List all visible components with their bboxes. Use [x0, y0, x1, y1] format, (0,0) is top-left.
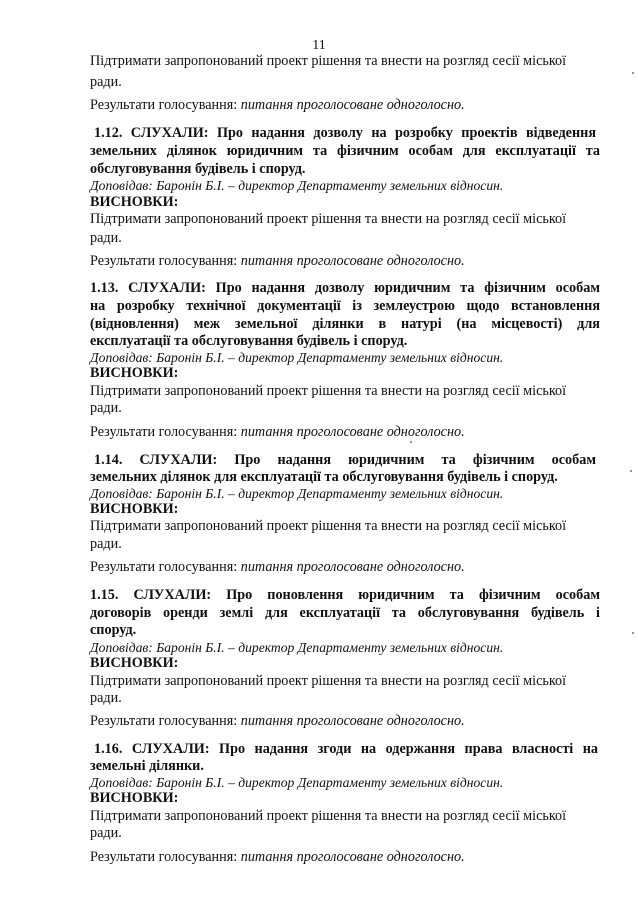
item-1-12-conclusion-line-1: Підтримати запропонований проект рішення та внести на розгляд сесії міської — [90, 211, 567, 227]
item-1-16-conclusion-line-2: ради. — [90, 825, 122, 841]
item-1-16-vote-line — [90, 848, 600, 866]
intro-vote-line — [90, 96, 600, 114]
item-1-12-heading-line-3: обслуговування будівель і споруд. — [90, 161, 306, 177]
item-1-16-reporter: Доповідав: Баронін Б.І. – директор Департаменту земельних відносин. — [90, 775, 504, 790]
vote-result: питання проголосоване одноголосно. — [240, 253, 465, 269]
scan-speck — [632, 632, 634, 634]
item-1-12-conclusions-label: ВИСНОВКИ: — [90, 194, 179, 210]
vote-result: питання проголосоване одноголосно. — [240, 424, 465, 440]
intro-conclusion-line-1: Підтримати запропонований проект рішення та внести на розгляд сесії міської — [90, 53, 567, 69]
item-1-14-heading-line-1: 1.14. СЛУХАЛИ: Про надання юридичним та фізичним особам — [94, 452, 596, 468]
item-1-14-conclusion-line-2: ради. — [90, 536, 122, 552]
scan-speck — [630, 470, 632, 472]
item-1-13-vote-line — [90, 423, 600, 441]
item-1-13-heading-line-2: на розробку технічної документації із землеустрою щодо встановлення — [90, 298, 600, 314]
item-1-13-conclusions-label: ВИСНОВКИ: — [90, 365, 179, 381]
item-1-15-reporter: Доповідав: Баронін Б.І. – директор Департаменту земельних відносин. — [90, 640, 504, 655]
item-1-15-heading-line-2: договорів оренди землі для експлуатації та обслуговування будівель і — [90, 605, 600, 621]
item-1-16-heading-line-2: земельні ділянки. — [90, 758, 204, 774]
item-1-14-reporter: Доповідав: Баронін Б.І. – директор Департаменту земельних відносин. — [90, 486, 504, 501]
item-1-14-heading-line-2: земельних ділянок для експлуатації та обслуговування будівель і споруд. — [90, 469, 558, 485]
vote-result: питання проголосоване одноголосно. — [240, 849, 465, 865]
item-1-13-reporter: Доповідав: Баронін Б.І. – директор Департаменту земельних відносин. — [90, 350, 504, 365]
item-1-14-conclusion-line-1: Підтримати запропонований проект рішення та внести на розгляд сесії міської — [90, 518, 567, 534]
item-1-15-conclusions-label: ВИСНОВКИ: — [90, 655, 179, 671]
vote-label: Результати голосування: — [90, 253, 241, 269]
item-1-13-heading-line-4: експлуатації та обслуговування будівель і споруд. — [90, 333, 408, 349]
vote-label: Результати голосування: — [90, 849, 241, 865]
item-1-15-conclusion-line-2: ради. — [90, 690, 122, 706]
item-1-13-heading-line-3: (відновлення) меж земельної ділянки в натурі (на місцевості) для — [90, 316, 600, 332]
item-1-14-vote-line — [90, 558, 600, 576]
item-1-13-conclusion-line-1: Підтримати запропонований проект рішення та внести на розгляд сесії міської — [90, 383, 567, 399]
vote-result: питання проголосоване одноголосно. — [240, 559, 465, 575]
item-1-12-conclusion-line-2: ради. — [90, 230, 122, 246]
scan-speck — [632, 72, 634, 74]
item-1-16-conclusion-line-1: Підтримати запропонований проект рішення та внести на розгляд сесії міської — [90, 808, 567, 824]
vote-result: питання проголосоване одноголосно. — [240, 713, 465, 729]
vote-label: Результати голосування: — [90, 97, 241, 113]
item-1-15-heading-line-3: споруд. — [90, 622, 137, 638]
item-1-12-heading-line-2: земельних ділянок юридичним та фізичним особам для експлуатації та — [90, 143, 600, 159]
item-1-15-heading-line-1: 1.15. СЛУХАЛИ: Про поновлення юридичним та фізичним особам — [90, 587, 600, 603]
item-1-15-vote-line — [90, 712, 600, 730]
item-1-14-conclusions-label: ВИСНОВКИ: — [90, 501, 179, 517]
scan-speck — [410, 441, 412, 443]
item-1-12-vote-line — [90, 252, 600, 270]
item-1-16-heading-line-1: 1.16. СЛУХАЛИ: Про надання згоди на одержання права власності на — [94, 741, 598, 757]
item-1-12-reporter: Доповідав: Баронін Б.І. – директор Департаменту земельних відносин. — [90, 178, 504, 193]
item-1-15-conclusion-line-1: Підтримати запропонований проект рішення та внести на розгляд сесії міської — [90, 673, 567, 689]
vote-label: Результати голосування: — [90, 713, 241, 729]
intro-conclusion-line-2: ради. — [90, 74, 122, 90]
vote-result: питання проголосоване одноголосно. — [240, 97, 465, 113]
vote-label: Результати голосування: — [90, 559, 241, 575]
item-1-13-conclusion-line-2: ради. — [90, 400, 122, 416]
page-number: 11 — [312, 38, 326, 53]
vote-label: Результати голосування: — [90, 424, 241, 440]
item-1-13-heading-line-1: 1.13. СЛУХАЛИ: Про надання дозволу юридичним та фізичним особам — [90, 280, 600, 296]
item-1-12-heading-line-1: 1.12. СЛУХАЛИ: Про надання дозволу на розробку проектів відведення — [94, 125, 596, 141]
item-1-16-conclusions-label: ВИСНОВКИ: — [90, 790, 179, 806]
